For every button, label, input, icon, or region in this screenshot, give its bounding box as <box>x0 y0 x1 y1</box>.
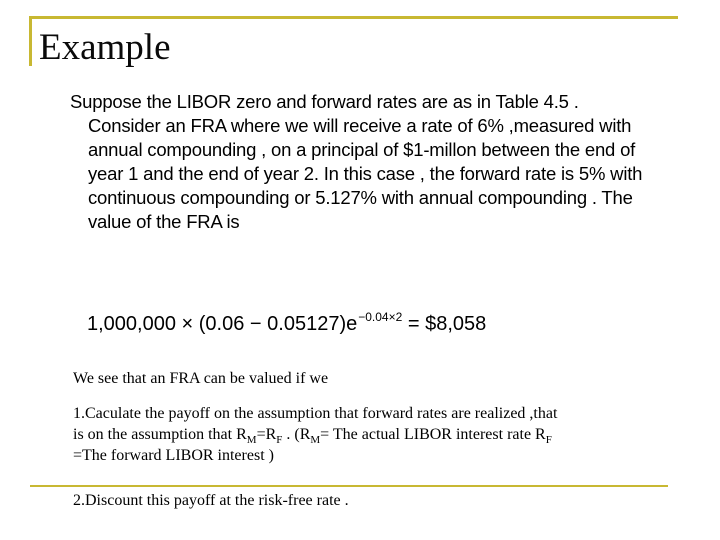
formula-lead: 1,000,000 × (0.06 − 0.05127)e <box>87 313 358 335</box>
paragraph-line: year 1 and the end of year 2. In this case , the forward rate is 5% with <box>88 163 643 184</box>
step-one-eq: =R <box>256 426 277 443</box>
formula-exponent: −0.04×2 <box>358 310 403 324</box>
step-one-line3: =The forward LIBOR interest ) <box>73 447 274 464</box>
paragraph-line: value of the FRA is <box>88 211 240 232</box>
top-accent-rule <box>30 16 678 19</box>
subscript-m-2: M <box>310 434 321 447</box>
slide-title: Example <box>39 27 171 68</box>
paragraph-line: continuous compounding or 5.127% with annual compounding . The <box>88 187 633 208</box>
formula-result: = $8,058 <box>402 313 487 335</box>
step-one <box>73 403 703 466</box>
left-accent-rule <box>29 16 32 66</box>
step-one-line2b: . (R <box>282 426 311 443</box>
step-two: 2.Discount this payoff at the risk-free rate . <box>73 492 349 509</box>
step-one-line2c: = The actual LIBOR interest rate R <box>320 426 546 443</box>
subscript-f-2: F <box>545 434 552 447</box>
step-one-line2a: is on the assumption that R <box>73 426 247 443</box>
subscript-m: M <box>246 434 257 447</box>
note-intro: We see that an FRA can be valued if we <box>73 370 329 387</box>
fra-value-formula <box>87 304 486 344</box>
step-one-line1: 1.Caculate the payoff on the assumption that forward rates are realized ,that <box>73 405 558 422</box>
subscript-f: F <box>276 434 283 447</box>
bottom-accent-rule <box>30 485 668 487</box>
problem-paragraph <box>70 90 706 234</box>
paragraph-line: Consider an FRA where we will receive a rate of 6% ,measured with <box>88 115 632 136</box>
paragraph-line: annual compounding , on a principal of $1-millon between the end of <box>88 139 636 160</box>
paragraph-line: Suppose the LIBOR zero and forward rates are as in Table 4.5 . <box>70 91 579 112</box>
